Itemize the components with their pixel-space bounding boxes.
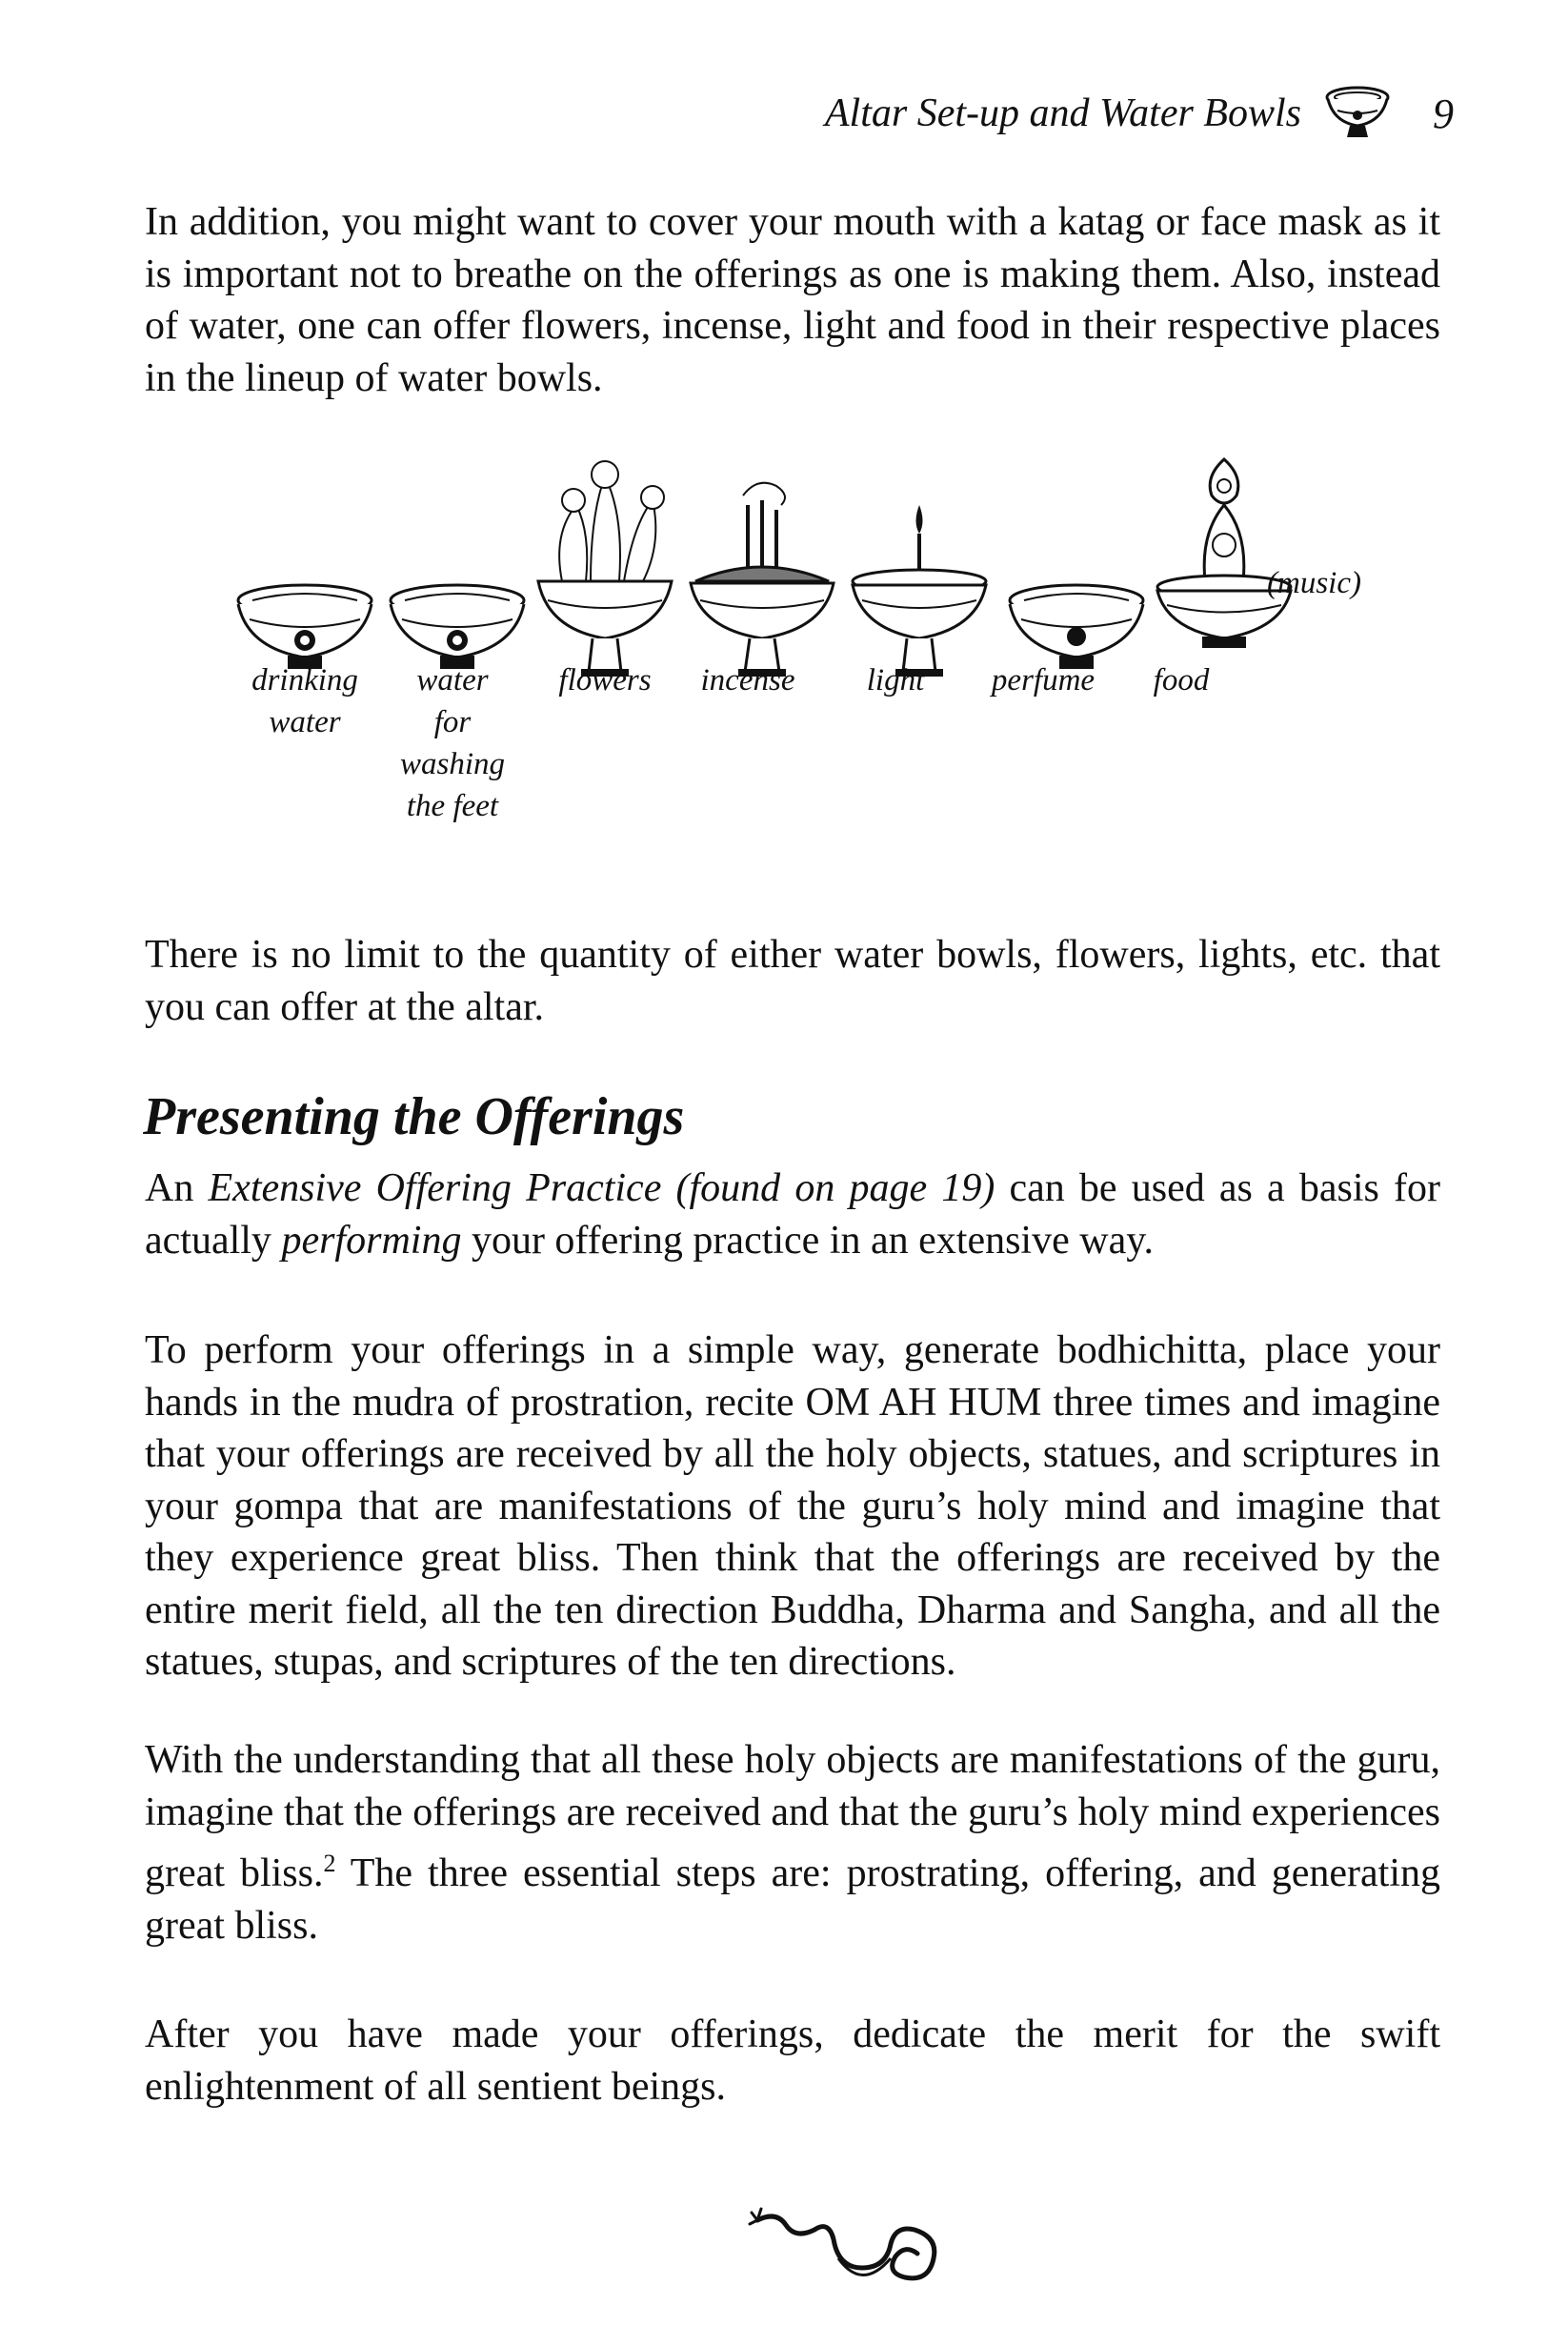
page-number: 9 — [1433, 90, 1454, 137]
p1-mid: can be used as a basis for actually — [145, 1166, 1441, 1263]
drinking-water-bowl-icon — [238, 585, 372, 669]
paragraph-intro: In addition, you might want to cover your mouth with a katag or face mask as it is important not to breathe on the offerings as one is making them. Also, instead of water, one can offer flowers, incense, light and food in their respective places in the lineup of water bowls. — [145, 200, 1440, 400]
paragraph-dedication: After you have made your offerings, dedicate the merit for the swift enlightenment of all sentient beings. — [145, 2012, 1440, 2109]
offering-bowls-figure — [229, 438, 1429, 839]
p3-main: With the understanding that all these holy objects are manifestations of the guru, imagine that the offerings are received and that the guru’s holy mind experiences great bliss. — [145, 1738, 1440, 1895]
footnote-marker: 2 — [323, 1850, 336, 1877]
label-incense: incense — [700, 663, 795, 698]
washing-water-bowl-icon — [391, 585, 524, 669]
extensive-offering-practice-title: Extensive Offering Practice — [208, 1166, 662, 1210]
closing-ornament-icon — [748, 2201, 957, 2296]
section-heading: Presenting the Offerings — [143, 1087, 685, 1146]
paragraph-quantity: There is no limit to the quantity of either water bowls, flowers, lights, etc. that you can offer at the altar. — [145, 933, 1440, 1029]
label-water-washing-feet: water for washing the feet — [400, 663, 506, 823]
label-perfume: perfume — [991, 663, 1096, 698]
music-label: (music) — [1267, 566, 1361, 600]
food-bowl-icon — [1157, 459, 1291, 648]
perfume-bowl-icon — [1010, 585, 1143, 669]
p1-suffix: your offering practice in an extensive way. — [471, 1218, 1154, 1263]
p1-prefix: An — [145, 1166, 194, 1210]
paragraph-simple-way: To perform your offerings in a simple way, generate bodhichitta, place your hands in the mudra of prostration, recite OM AH HUM three times and imagine that your offerings are received by all the holy objects, statues, and scriptures in your gompa that are manifestations of the guru’s holy mind and imagine that they experience great bliss. Then think that the offerings are received by the entire merit field, all the ten direction Buddha, Dharma and Sangha, and all the statues, stupas, and scriptures of the ten directions. — [145, 1328, 1440, 1684]
label-drinking-water: drinking water — [251, 663, 358, 739]
running-header — [825, 84, 1454, 143]
paragraph-extensive-practice — [145, 1163, 1440, 1266]
label-food: food — [1153, 663, 1210, 698]
incense-bowl-icon — [691, 483, 834, 677]
label-flowers: flowers — [558, 663, 652, 698]
label-light: light — [866, 663, 925, 698]
paragraph-essential-steps — [145, 1734, 1440, 1952]
offering-bowl-icon — [1324, 84, 1391, 143]
page-reference: (found on page 19) — [675, 1166, 995, 1210]
p3-rest: The three essential steps are: prostrating, offering, and generating great bliss. — [145, 1851, 1440, 1948]
performing-emphasis: performing — [281, 1218, 462, 1263]
running-title: Altar Set-up and Water Bowls — [824, 91, 1301, 135]
flowers-bowl-icon — [538, 461, 672, 677]
light-bowl-icon — [853, 505, 986, 677]
